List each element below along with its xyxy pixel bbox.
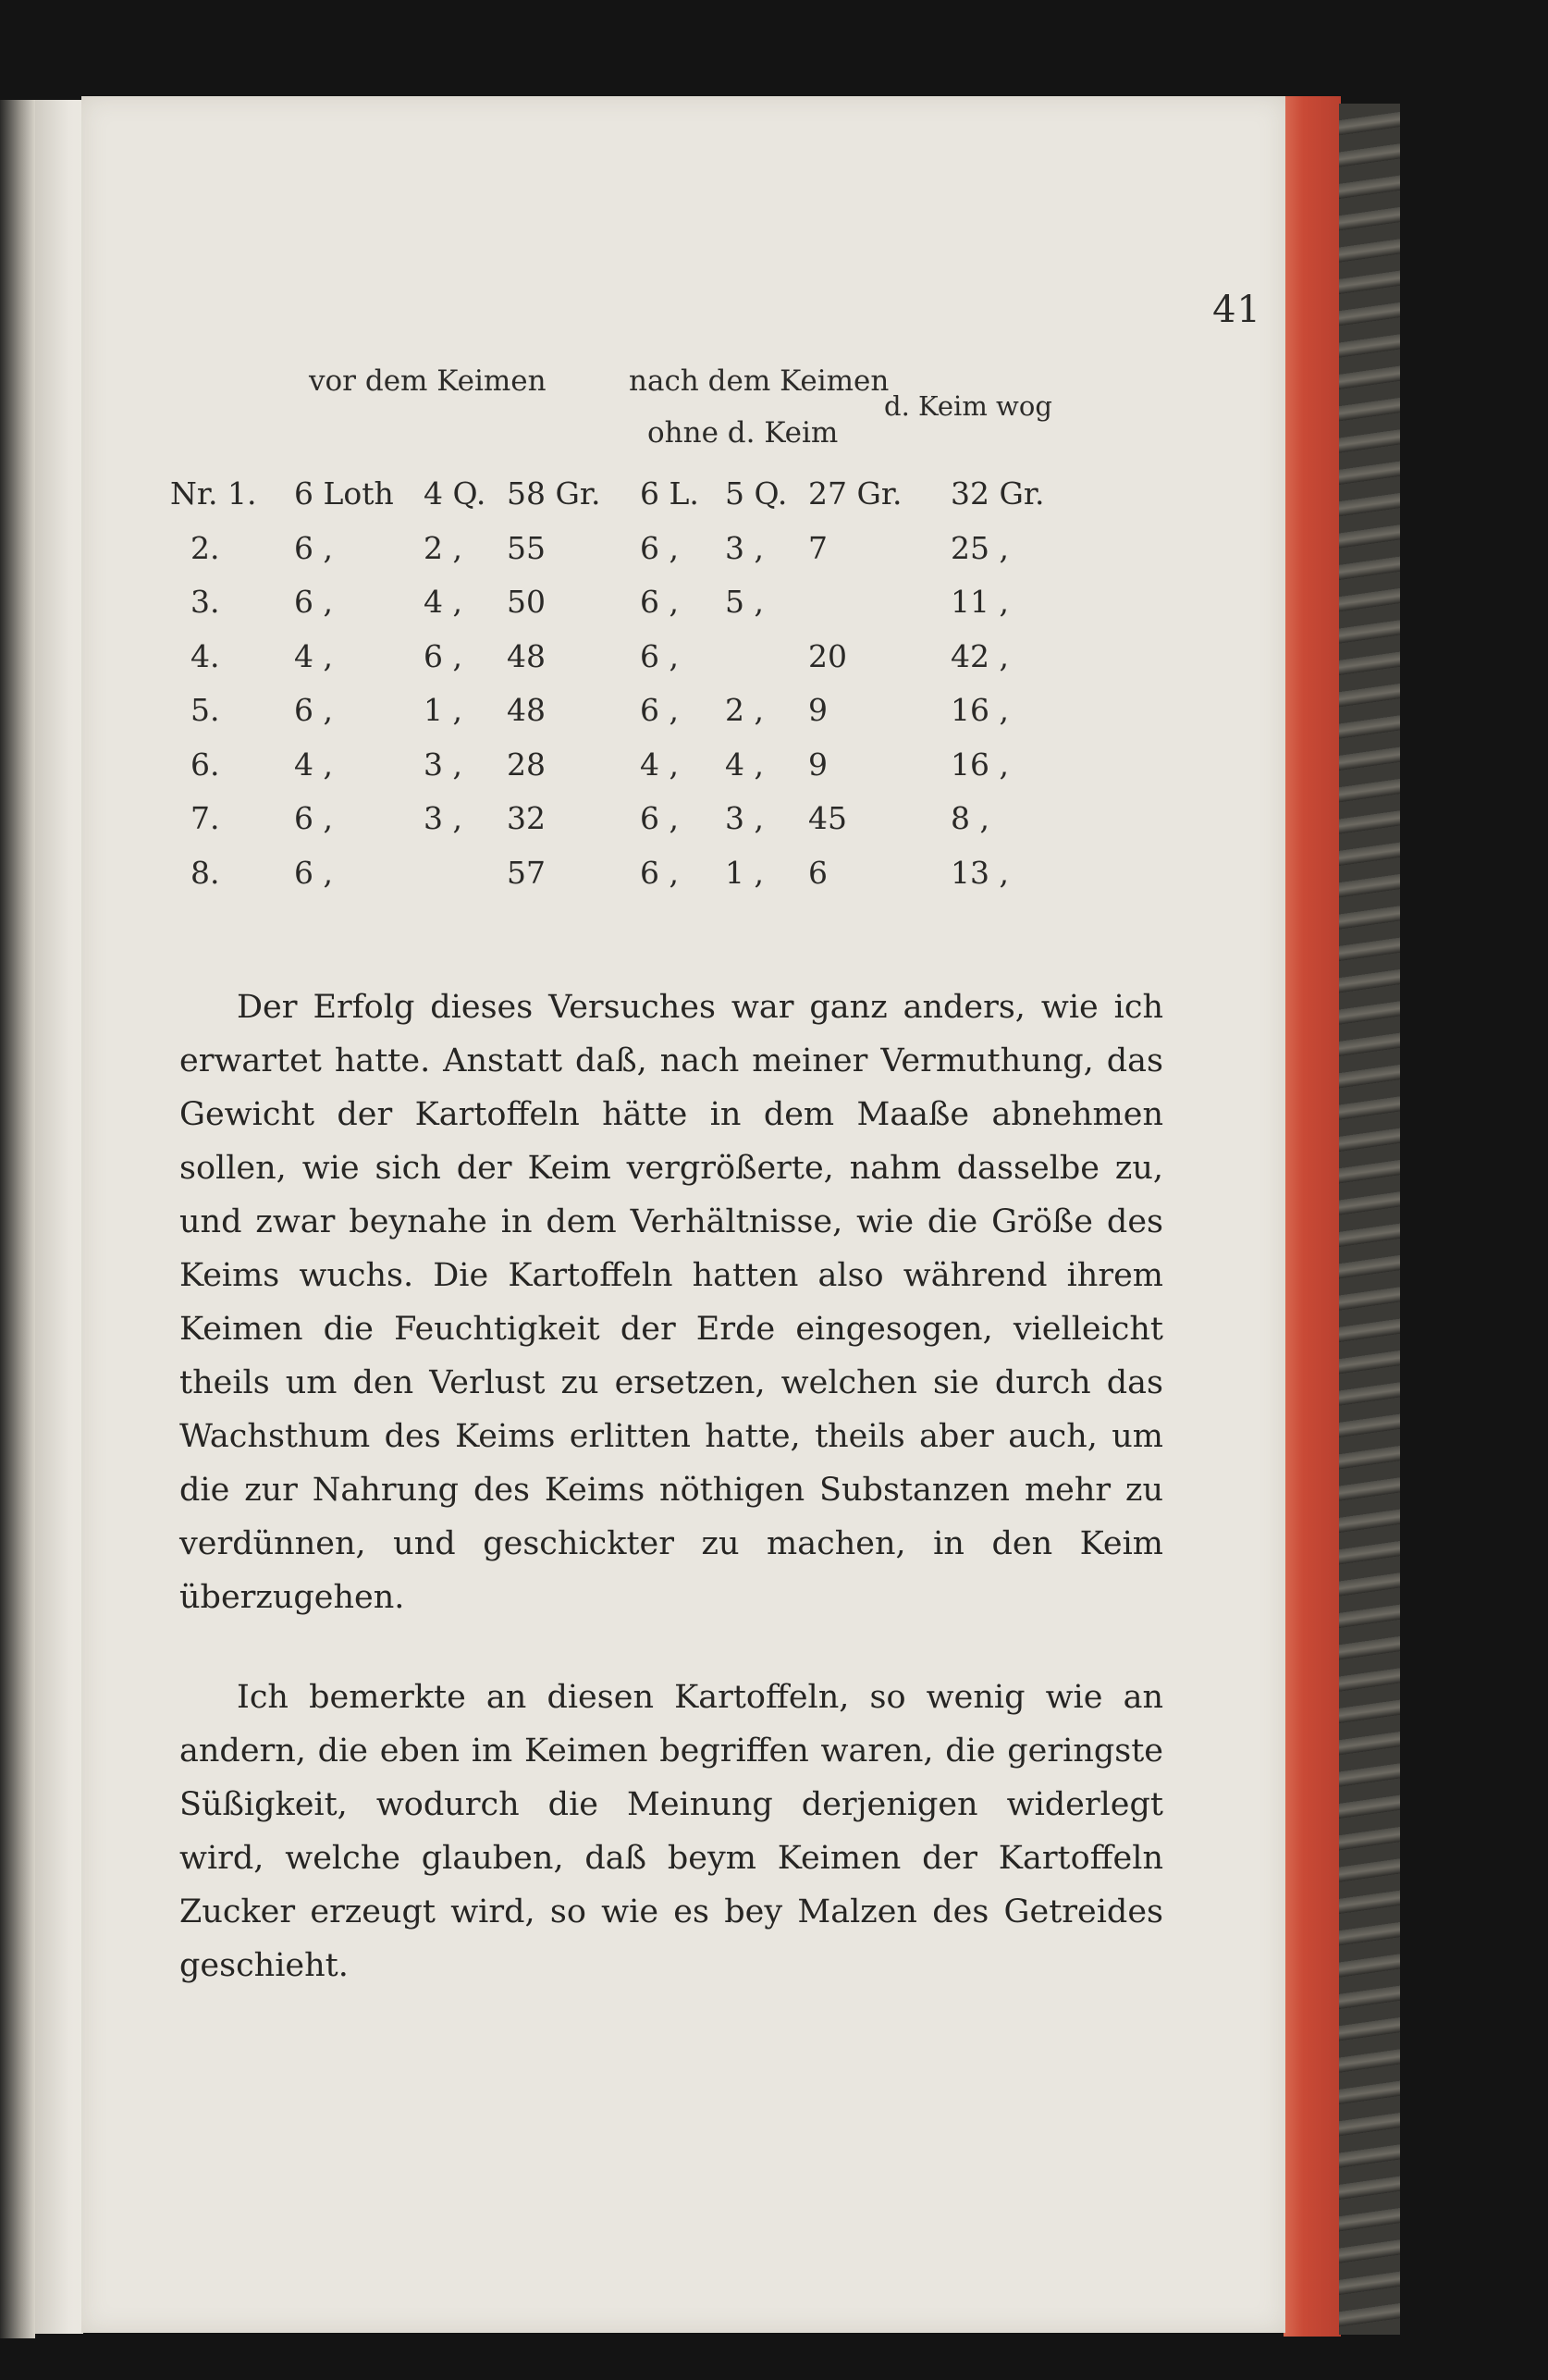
cell-germ-weight: 25 , [951,530,1009,566]
cell-gran-before: 32 [507,800,546,836]
cell-germ-weight: 11 , [951,584,1009,620]
cell-quentchen-before: 4 Q. [424,475,486,512]
cell-loth-after: 6 , [640,638,679,674]
cell-loth-before: 6 Loth [294,475,394,512]
cell-gran-before: 57 [507,855,546,891]
cell-gran-after: 27 Gr. [808,475,903,512]
cell-quentchen-before: 3 , [424,800,462,836]
cell-germ-weight: 13 , [951,855,1009,891]
header-before-germination: vor dem Keimen [309,364,547,398]
cell-loth-after: 6 , [640,584,679,620]
cell-number: 2. [190,530,220,566]
cell-loth-after: 6 , [640,692,679,728]
header-after-germination: nach dem Keimen [629,364,890,398]
cell-loth-after: 6 , [640,855,679,891]
cell-gran-before: 48 [507,692,546,728]
cell-loth-before: 6 , [294,692,333,728]
marbled-cover-edge [1339,104,1400,2335]
cell-quentchen-before: 1 , [424,692,462,728]
cell-number: 4. [190,638,220,674]
page-number: 41 [1212,289,1261,331]
book-page [81,96,1285,2333]
cell-loth-after: 6 , [640,800,679,836]
header-germ-weight: d. Keim wog [884,390,1052,422]
cell-gran-after: 45 [808,800,847,836]
cell-number: 3. [190,584,220,620]
header-after-without-germ: ohne d. Keim [647,416,839,450]
cell-loth-before: 6 , [294,800,333,836]
cell-quentchen-before: 2 , [424,530,462,566]
cell-gran-before: 55 [507,530,546,566]
cell-gran-before: 50 [507,584,546,620]
cell-quentchen-after: 5 Q. [725,475,788,512]
cell-loth-before: 6 , [294,855,333,891]
left-page-edge [0,100,35,2338]
cell-gran-after: 9 [808,746,828,783]
cell-germ-weight: 16 , [951,692,1009,728]
cell-gran-before: 28 [507,746,546,783]
cell-loth-after: 6 , [640,530,679,566]
cell-number: 6. [190,746,220,783]
cell-quentchen-after: 5 , [725,584,764,620]
cell-loth-before: 4 , [294,638,333,674]
cell-germ-weight: 32 Gr. [951,475,1045,512]
red-page-edge [1284,96,1341,2337]
cell-quentchen-after: 1 , [725,855,764,891]
cell-germ-weight: 8 , [951,800,989,836]
book-gutter [35,100,83,2334]
cell-gran-after: 7 [808,530,828,566]
cell-germ-weight: 16 , [951,746,1009,783]
cell-gran-before: 58 Gr. [507,475,601,512]
cell-number: 8. [190,855,220,891]
cell-gran-after: 6 [808,855,828,891]
cell-gran-after: 20 [808,638,847,674]
cell-quentchen-after: 4 , [725,746,764,783]
cell-germ-weight: 42 , [951,638,1009,674]
cell-loth-before: 4 , [294,746,333,783]
paragraph-2: Ich bemerkte an diesen Kartoffeln, so wenig wie an andern, die eben im Keimen begriffen waren, die geringste Süßigkeit, wodurch die Meinung derjenigen widerlegt wird, welche glauben, daß beym Keimen der Kartoffeln Zucker erzeugt wird, so wie es bey Malzen des Getreides geschieht. [179,1679,1163,1984]
cell-quentchen-after: 3 , [725,800,764,836]
cell-number: 7. [190,800,220,836]
paragraph-1: Der Erfolg dieses Versuches war ganz anders, wie ich erwartet hatte. Anstatt daß, nach meiner Vermuthung, das Gewicht der Kartoffeln hätte in dem Maaße abnehmen sollen, wie sich der Keim vergrößerte, nahm dasselbe zu, und zwar beynahe in dem Verhältnisse, wie die Größe des Keims wuchs. Die Kartoffeln hatten also während ihrem Keimen die Feuchtigkeit der Erde eingesogen, vielleicht theils um den Verlust zu ersetzen, welchen sie durch das Wachsthum des Keims erlitten hatte, theils aber auch, um die zur Nahrung des Keims nöthigen Substanzen mehr zu verdünnen, und geschickter zu machen, in den Keim überzugehen. [179,989,1163,1616]
cell-number: Nr. 1. [170,475,257,512]
cell-quentchen-after: 3 , [725,530,764,566]
cell-quentchen-before: 6 , [424,638,462,674]
cell-quentchen-after: 2 , [725,692,764,728]
cell-loth-after: 6 L. [640,475,699,512]
cell-quentchen-before: 3 , [424,746,462,783]
cell-gran-after: 9 [808,692,828,728]
cell-loth-before: 6 , [294,530,333,566]
cell-gran-before: 48 [507,638,546,674]
cell-loth-before: 6 , [294,584,333,620]
cell-number: 5. [190,692,220,728]
cell-quentchen-before: 4 , [424,584,462,620]
cell-loth-after: 4 , [640,746,679,783]
